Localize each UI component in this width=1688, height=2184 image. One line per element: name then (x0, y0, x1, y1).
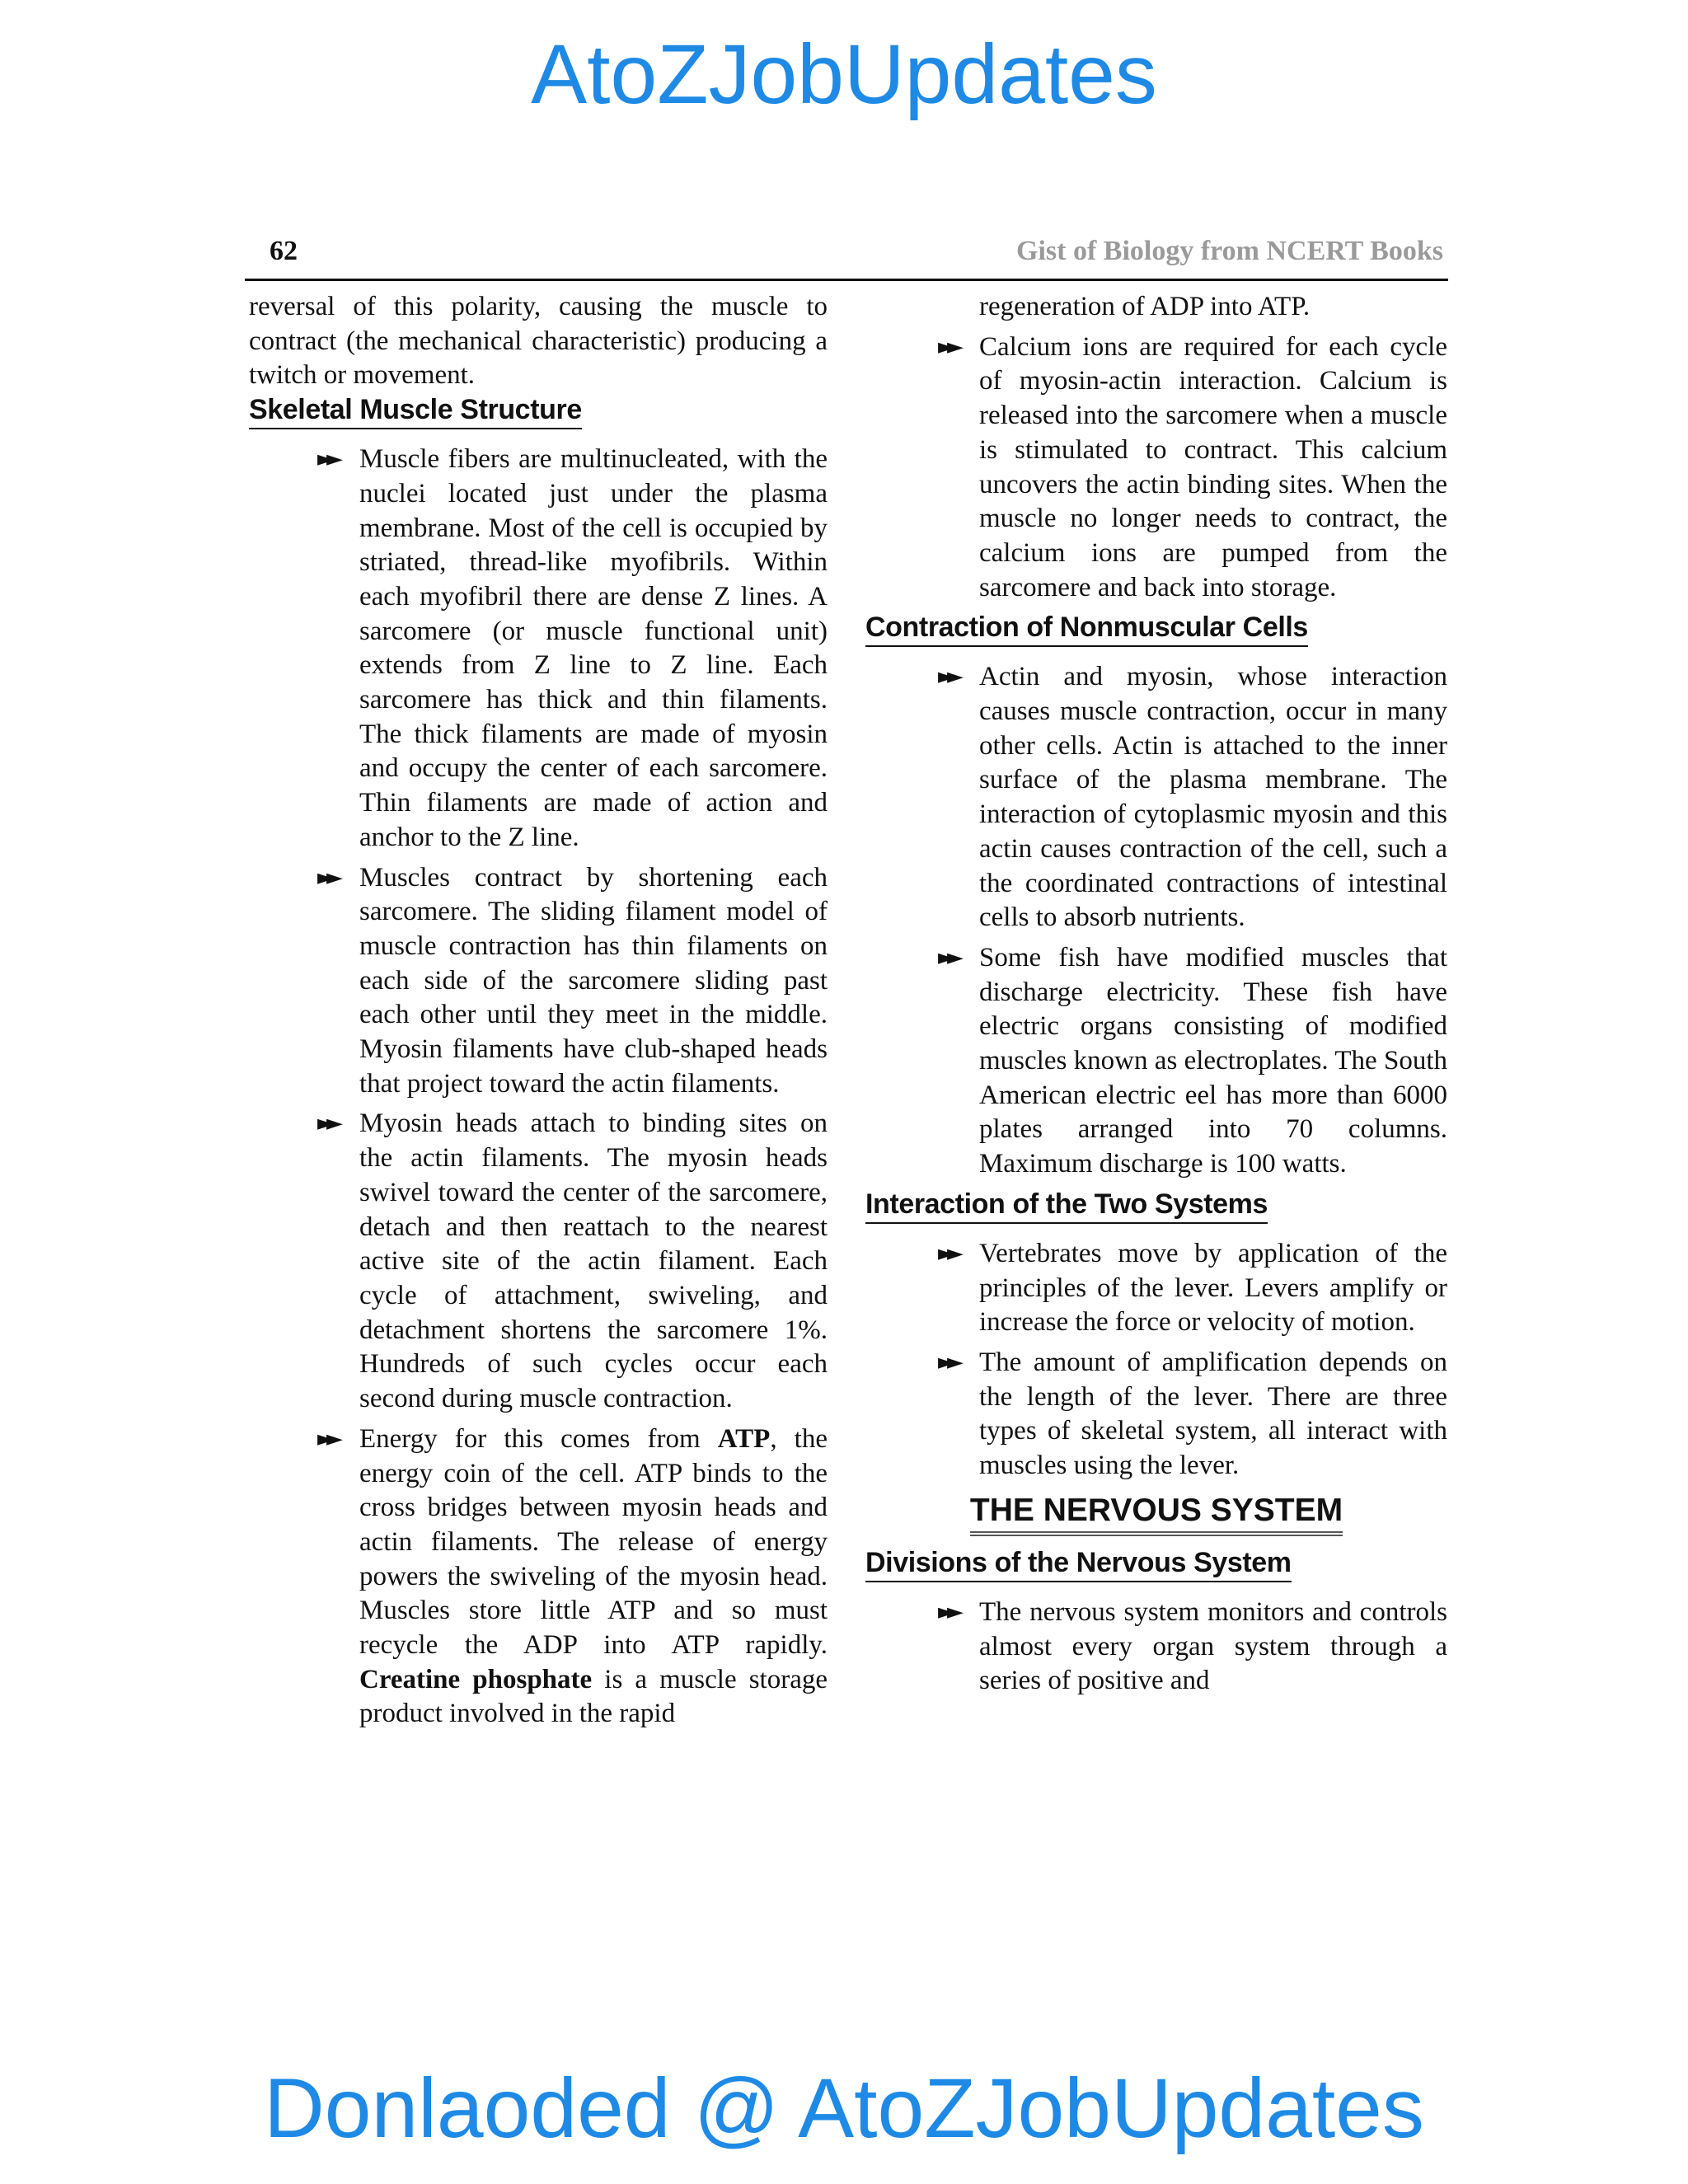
continuation-text: regeneration of ADP into ATP. (979, 292, 1311, 321)
list-item (865, 1346, 1447, 1483)
section-heading-nonmuscular (865, 611, 1447, 647)
double-right-arrow-icon: ►► (938, 944, 956, 970)
right-column (865, 290, 1447, 1704)
section-heading-text: Skeletal Muscle Structure (249, 393, 582, 429)
list-item (249, 443, 828, 855)
list-item (249, 861, 828, 1102)
double-right-arrow-icon: ►► (317, 1111, 335, 1137)
book-title: Gist of Biology from NCERT Books (1016, 236, 1443, 266)
nonmuscular-bullet-list (865, 660, 1447, 1182)
section-heading-divisions (865, 1546, 1447, 1582)
double-right-arrow-icon: ►► (317, 1426, 335, 1451)
double-right-arrow-icon: ►► (938, 1349, 956, 1375)
bullet-text: Muscles contract by shortening each sarcomere. The sliding filament model of muscle contraction has thin filaments on each side of the sarcomere sliding past each other until they meet in the middle. Myosin filaments have club-shaped heads that project toward the actin filaments. (359, 862, 828, 1099)
bullet-text-energy (359, 1422, 828, 1732)
list-item-continuation (865, 290, 1447, 325)
list-item (249, 1422, 828, 1732)
creatine-phosphate-term: Creatine phosphate (359, 1664, 593, 1694)
list-item (865, 1596, 1447, 1699)
page-number: 62 (270, 236, 298, 266)
energy-text-part: Energy for this comes from (359, 1423, 718, 1454)
double-right-arrow-icon: ►► (938, 1599, 956, 1624)
double-right-arrow-icon: ►► (938, 1240, 956, 1266)
atp-term: ATP (717, 1423, 771, 1454)
watermark-top: AtoZJobUpdates (531, 27, 1157, 121)
bullet-text: Calcium ions are required for each cycle of myosin-actin interaction. Calcium is released into the sarcomere when a muscle is stimulated to contract. This calcium uncovers the actin binding sites. When the muscle no longer needs to contract, the calcium ions are pumped from the sarcomere and back into storage. (979, 331, 1447, 602)
double-right-arrow-icon: ►► (317, 447, 335, 472)
page-header (245, 231, 1448, 281)
bullet-text: The amount of amplification depends on the length of the lever. There are three types of skeletal system, all interact with muscles using the lever. (979, 1347, 1447, 1481)
bullet-text: The nervous system monitors and controls almost every organ system through a series of positive and (979, 1596, 1447, 1696)
section-heading-skeletal (249, 393, 828, 429)
energy-text-part: is a muscle storage product involved in the rapid (359, 1664, 828, 1729)
atp-continuation-list (865, 290, 1447, 605)
list-item (865, 1237, 1447, 1340)
list-item (865, 330, 1447, 606)
bullet-text: Muscle fibers are multinucleated, with the nuclei located just under the plasma membrane. Most of the cell is occupied by striated, thread-like myofibrils. Within each myofibril there are dense Z lines. A sarcomere (or muscle functional unit) extends from Z line to Z line. Each sarcomere has thick and thin filaments. The thick filaments are made of myosin and occupy the center of each sarcomere. Thin filaments are made of action and anchor to the Z line. (359, 444, 828, 852)
section-heading-text: Divisions of the Nervous System (865, 1546, 1292, 1582)
section-heading-text: Contraction of Nonmuscular Cells (865, 611, 1308, 647)
list-item (865, 660, 1447, 935)
interaction-bullet-list (865, 1237, 1447, 1483)
intro-paragraph: reversal of this polarity, causing the muscle to contract (the mechanical characteristic) producing a twitch or movement. (249, 292, 828, 391)
bullet-text: Vertebrates move by application of the principles of the lever. Levers amplify or increase the force or velocity of motion. (979, 1238, 1447, 1338)
energy-text-part: , the energy coin of the cell. ATP binds to the cross bridges between myosin heads and actin filaments. The release of energy powers the swiveling of the myosin head. Muscles store little ATP and so must recycle the ADP into ATP rapidly. (359, 1423, 828, 1661)
chapter-title (865, 1492, 1447, 1536)
section-heading-interaction (865, 1188, 1447, 1224)
divisions-bullet-list (865, 1596, 1447, 1699)
section-heading-text: Interaction of the Two Systems (865, 1188, 1268, 1224)
chapter-title-text: THE NERVOUS SYSTEM (970, 1492, 1343, 1536)
watermark-bottom: Donlaoded @ AtoZJobUpdates (264, 2061, 1424, 2155)
list-item (249, 1107, 828, 1416)
left-column (249, 290, 828, 1737)
bullet-text: Some fish have modified muscles that discharge electricity. These fish have electric organs consisting of modified muscles known as electroplates. The South American electric eel has more than 6000 plates arranged into 70 columns. Maximum discharge is 100 watts. (979, 942, 1447, 1179)
skeletal-bullet-list (249, 443, 828, 1732)
list-item (865, 941, 1447, 1182)
bullet-text: Actin and myosin, whose interaction causes muscle contraction, occur in many other cells. Actin is attached to the inner surface of the plasma membrane. The interaction of cytoplasmic myosin and this actin causes contraction of the cell, such a the coordinated contractions of intestinal cells to absorb nutrients. (979, 662, 1447, 933)
double-right-arrow-icon: ►► (317, 865, 335, 890)
double-right-arrow-icon: ►► (938, 664, 956, 690)
double-right-arrow-icon: ►► (938, 334, 956, 359)
bullet-text: Myosin heads attach to binding sites on the actin filaments. The myosin heads swivel toward the center of the sarcomere, detach and then reattach to the nearest active site of the actin filament. Each cycle of attachment, swiveling, and detachment shortens the sarcomere 1%. Hundreds of such cycles occur each second during muscle contraction. (359, 1108, 828, 1414)
